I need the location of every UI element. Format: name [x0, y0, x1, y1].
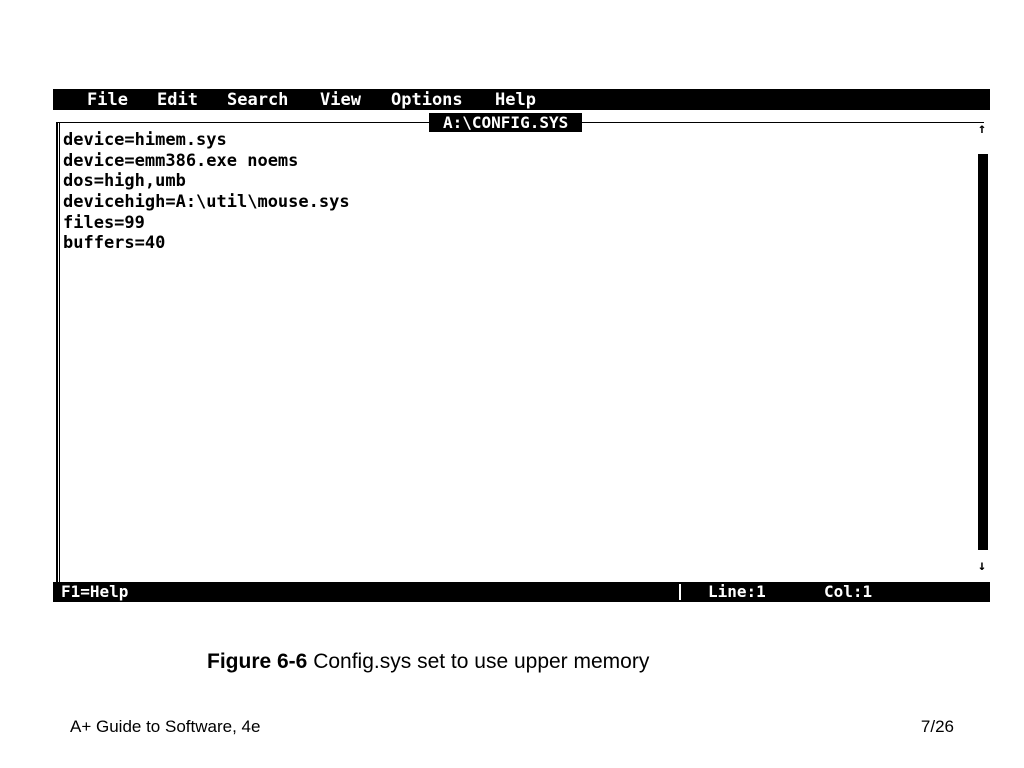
text-line[interactable]: device=emm386.exe noems [63, 150, 299, 171]
status-col: Col:1 [824, 582, 873, 601]
editor-window[interactable] [55, 110, 988, 582]
figure-number: Figure 6-6 [207, 650, 308, 673]
figure-caption [207, 648, 649, 676]
scroll-down-arrow-icon[interactable]: ↓ [977, 558, 987, 574]
text-line[interactable]: devicehigh=A:\util\mouse.sys [63, 192, 350, 213]
status-bar [53, 582, 990, 602]
editor-title: A:\CONFIG.SYS [429, 113, 582, 132]
footer-page-number: 7/26 [920, 717, 954, 736]
menu-search[interactable]: Search [227, 90, 289, 110]
footer-book-title: A+ Guide to Software, 4e [70, 717, 261, 736]
editor-frame-left [56, 122, 60, 582]
menu-edit[interactable]: Edit [157, 90, 198, 110]
scroll-track[interactable] [978, 154, 988, 550]
menu-file[interactable]: File [87, 90, 128, 110]
text-line[interactable]: files=99 [63, 212, 145, 233]
vertical-scrollbar[interactable] [976, 122, 988, 582]
status-separator [679, 584, 681, 600]
text-line[interactable]: dos=high,umb [63, 171, 186, 192]
menu-options[interactable]: Options [391, 90, 463, 110]
menu-bar [53, 89, 990, 110]
text-line[interactable]: device=himem.sys [63, 130, 227, 150]
editor-text[interactable] [63, 130, 350, 254]
menu-view[interactable]: View [320, 90, 361, 110]
menu-help[interactable]: Help [495, 90, 536, 110]
scroll-up-arrow-icon[interactable]: ↑ [977, 121, 987, 137]
status-help-hint[interactable]: F1=Help [61, 582, 129, 601]
dos-edit-screen [53, 89, 990, 602]
text-line[interactable]: buffers=40 [63, 233, 166, 254]
figure-text: Config.sys set to use upper memory [313, 650, 650, 673]
status-line: Line:1 [708, 582, 766, 601]
